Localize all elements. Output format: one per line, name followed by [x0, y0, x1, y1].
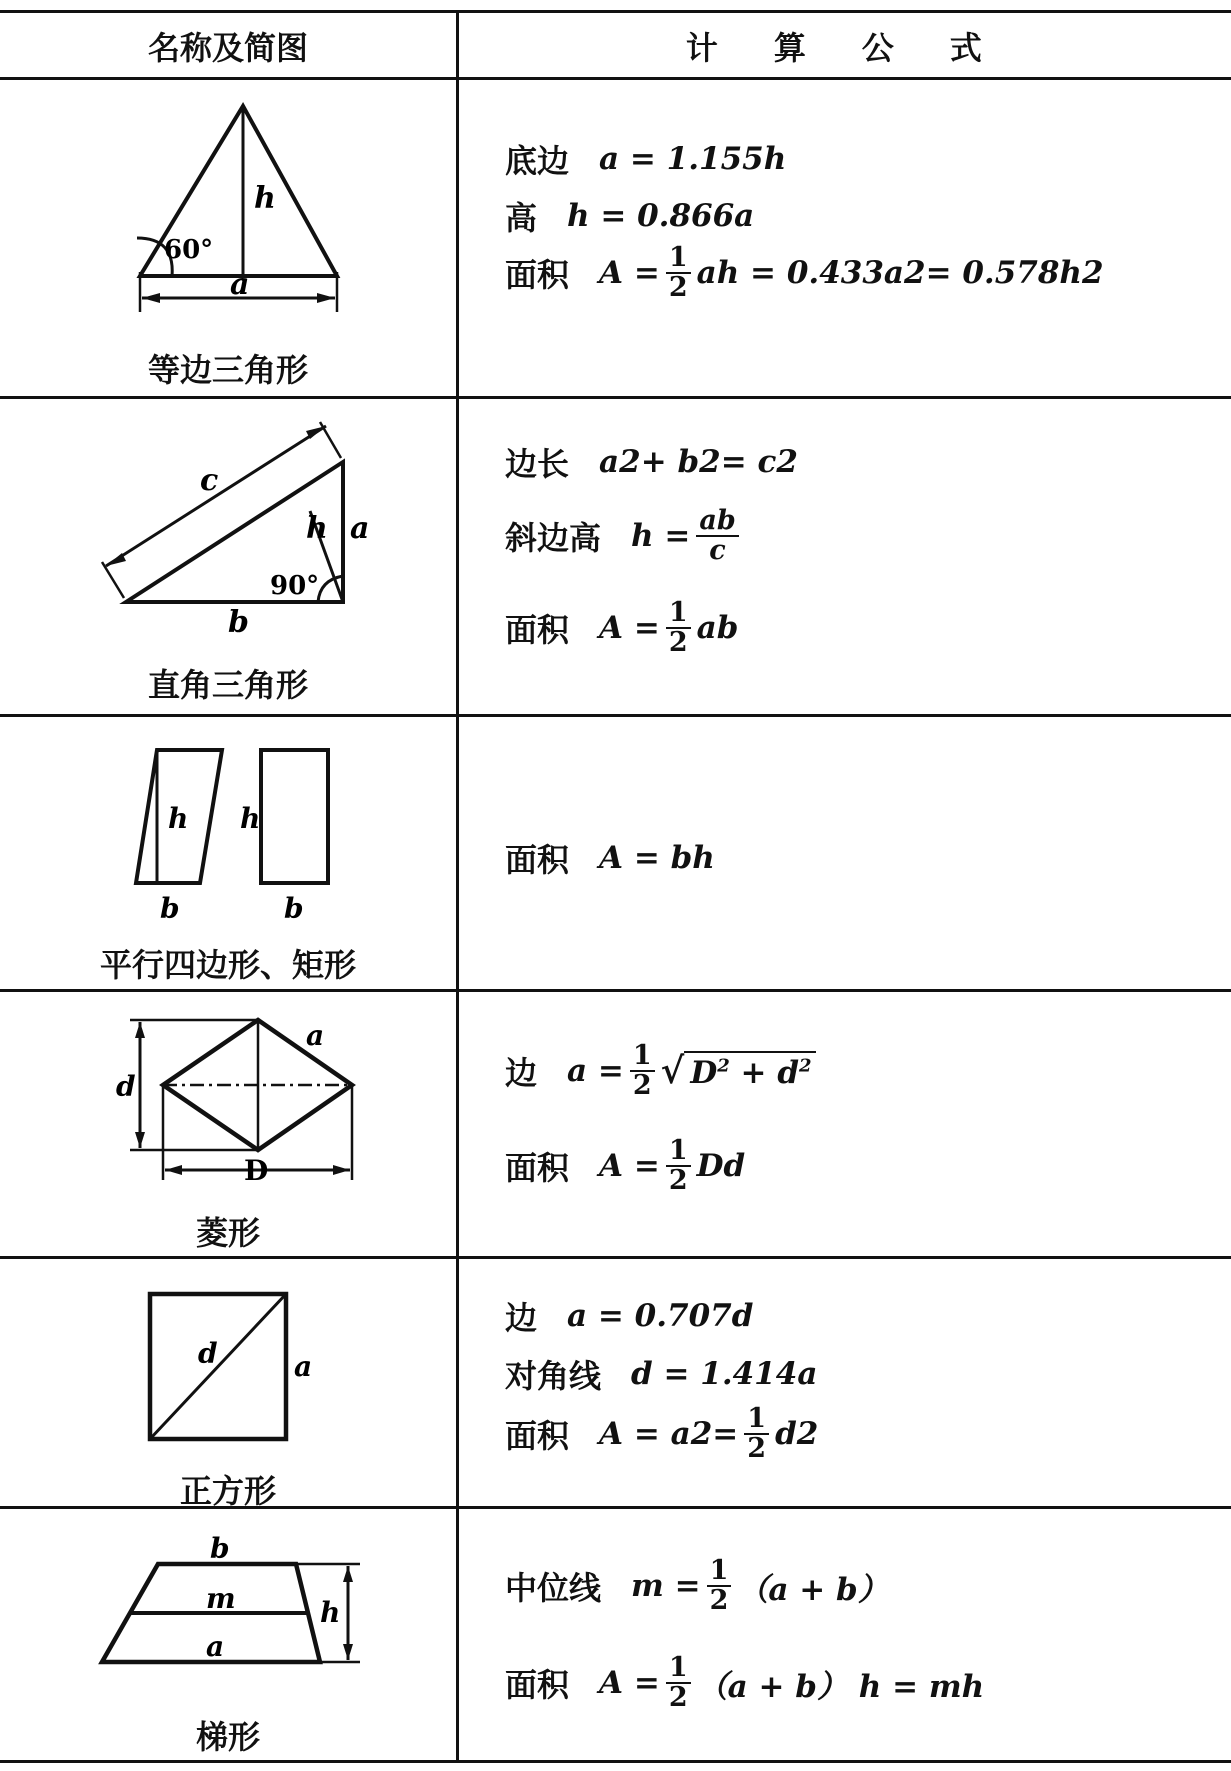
header-formula-column: 计 算 公 式 — [685, 29, 1005, 67]
hypotenuse-label-c: c — [200, 463, 219, 498]
fraction — [630, 1042, 655, 1101]
equilateral-triangle-figure — [0, 90, 456, 340]
formula-label: 面积 — [505, 1666, 570, 1705]
superscript: 2 — [776, 444, 798, 480]
superscript: 2 — [690, 1416, 713, 1453]
parallelogram-rectangle-figure — [0, 730, 456, 930]
shape-name: 正方形 — [179, 1472, 276, 1510]
formula-expression: d = 1.414a — [631, 1356, 818, 1392]
formula-line — [505, 1293, 753, 1339]
formula-label: 面积 — [505, 611, 570, 650]
superscript: 2 — [799, 1056, 812, 1078]
fraction — [707, 1557, 732, 1616]
formula-lhs: a = — [567, 1053, 624, 1090]
formula-lhs: A = — [599, 1665, 660, 1702]
formula-line — [505, 1137, 745, 1196]
formula-line — [505, 1557, 889, 1616]
superscript: 2 — [1081, 255, 1104, 292]
height-label-h: h — [320, 1596, 341, 1629]
formula-rhs: ah = 0.433a — [696, 255, 904, 292]
superscript: 2 — [619, 444, 641, 480]
superscript: 2 — [717, 1056, 730, 1078]
column-divider — [456, 12, 459, 1762]
parallelogram-base-label: b — [160, 892, 180, 925]
diagonal-label-d: d — [198, 1337, 218, 1370]
formula-block — [505, 80, 1225, 396]
formula-rhs: d — [775, 1416, 797, 1453]
rectangle-base-label: b — [284, 892, 304, 925]
top-base-label-b: b — [210, 1532, 230, 1565]
fraction-numerator: 1 — [666, 1137, 691, 1167]
formula-label: 边长 — [505, 445, 570, 483]
formula-label: 边 — [505, 1054, 538, 1093]
formula-line — [505, 193, 754, 239]
formula-rhs: （a + b） — [737, 1571, 889, 1608]
formula-lhs: h = — [631, 518, 691, 555]
formula-label: 底边 — [505, 142, 570, 180]
formula-line — [505, 1405, 818, 1464]
shape-name: 菱形 — [195, 1214, 260, 1252]
fraction — [666, 1654, 691, 1713]
formula-line — [505, 439, 798, 485]
rhombus-figure — [0, 1000, 456, 1190]
header-name-column: 名称及简图 — [147, 29, 308, 67]
formula-line — [505, 1042, 816, 1101]
formula-line — [505, 835, 715, 881]
fraction-numerator: 1 — [630, 1042, 655, 1072]
shape-name: 梯形 — [195, 1718, 260, 1756]
fraction-denominator: c — [709, 535, 726, 567]
fraction-numerator: 1 — [744, 1405, 769, 1435]
short-diagonal-label-d: d — [116, 1070, 136, 1103]
formula-label: 斜边高 — [505, 519, 602, 558]
formula-term: a — [599, 444, 620, 480]
shape-name: 等边三角形 — [147, 351, 308, 389]
formula-term: D — [690, 1055, 718, 1092]
height-label-h: h — [254, 181, 276, 216]
superscript: 2 — [796, 1416, 819, 1453]
side-label-a: a — [350, 511, 370, 546]
fraction — [744, 1405, 769, 1464]
formula-line — [505, 599, 738, 658]
superscript: 2 — [903, 255, 926, 292]
fraction — [696, 507, 738, 566]
superscript: 2 — [699, 444, 721, 480]
fraction-numerator: 1 — [666, 599, 691, 629]
right-triangle-figure — [0, 408, 456, 638]
square-figure — [0, 1268, 456, 1448]
fraction-denominator: 2 — [668, 627, 688, 659]
fraction — [666, 244, 691, 303]
fraction-denominator: 2 — [632, 1070, 652, 1102]
fraction-numerator: 1 — [666, 244, 691, 274]
trapezoid-figure — [0, 1510, 456, 1690]
formula-line — [505, 507, 745, 566]
midline-label-m: m — [206, 1582, 236, 1615]
angle-label: 60° — [164, 235, 214, 265]
formula-rhs: ab — [696, 610, 739, 647]
fraction-numerator: 1 — [707, 1557, 732, 1587]
fraction-denominator: 2 — [668, 1682, 688, 1714]
table-top-border — [0, 10, 1231, 13]
formula-label: 对角线 — [505, 1357, 602, 1395]
formula-rhs: = 0.578h — [925, 255, 1082, 292]
formula-term: = — [712, 1416, 739, 1453]
fraction-numerator: ab — [696, 507, 738, 537]
formula-label: 面积 — [505, 1149, 570, 1188]
formula-line — [505, 136, 786, 182]
formula-line — [505, 1351, 817, 1397]
sqrt-icon: √ — [660, 1050, 685, 1093]
base-label-a: a — [230, 267, 250, 302]
formula-label: 面积 — [505, 841, 570, 879]
formula-block — [505, 717, 1225, 989]
formula-rhs: Dd — [696, 1148, 746, 1185]
parallelogram-height-label: h — [168, 802, 189, 835]
formula-lhs: m = — [631, 1568, 701, 1605]
fraction-denominator: 2 — [668, 1165, 688, 1197]
formula-block — [505, 399, 1225, 714]
formula-block — [505, 992, 1225, 1256]
formula-label: 边 — [505, 1299, 538, 1337]
radicand — [684, 1051, 815, 1091]
formula-line — [505, 244, 1104, 303]
fraction-numerator: 1 — [666, 1654, 691, 1684]
side-label-a: a — [294, 1350, 313, 1383]
fraction-denominator: 2 — [709, 1585, 729, 1617]
long-diagonal-label-D: D — [244, 1154, 269, 1187]
formula-line — [505, 1654, 984, 1713]
formula-block — [505, 1509, 1225, 1760]
formula-block — [505, 1259, 1225, 1506]
formula-expression: A = bh — [599, 840, 715, 876]
fraction-denominator: 2 — [668, 272, 688, 304]
formula-lhs: A = — [599, 1148, 660, 1185]
formula-term: + b — [640, 444, 700, 480]
fraction-denominator: 2 — [747, 1433, 767, 1465]
rectangle-height-label: h — [240, 802, 261, 835]
height-label-h: h — [306, 511, 328, 546]
bottom-base-label-a: a — [206, 1630, 225, 1663]
formula-term: + d — [729, 1055, 800, 1092]
fraction — [666, 599, 691, 658]
angle-label: 90° — [270, 571, 320, 601]
formula-lhs: A = — [599, 610, 660, 647]
formula-lhs: A = — [599, 255, 660, 292]
fraction — [666, 1137, 691, 1196]
formula-lhs: A = a — [599, 1416, 691, 1453]
shape-name: 平行四边形、矩形 — [99, 946, 356, 984]
formula-label: 面积 — [505, 256, 570, 295]
side-label-a: a — [306, 1019, 325, 1052]
table-bottom-border — [0, 1760, 1231, 1763]
shape-name: 直角三角形 — [147, 666, 308, 704]
formula-expression: a = 0.707d — [567, 1298, 754, 1334]
formula-label: 面积 — [505, 1417, 570, 1456]
formula-rhs: （a + b） h = mh — [696, 1668, 985, 1705]
formula-expression: a = 1.155h — [599, 141, 787, 177]
formula-label: 中位线 — [505, 1569, 602, 1608]
formula-label: 高 — [505, 199, 538, 237]
side-label-b: b — [228, 605, 249, 638]
formula-expression: h = 0.866a — [567, 198, 755, 234]
formula-term: = c — [720, 444, 777, 480]
